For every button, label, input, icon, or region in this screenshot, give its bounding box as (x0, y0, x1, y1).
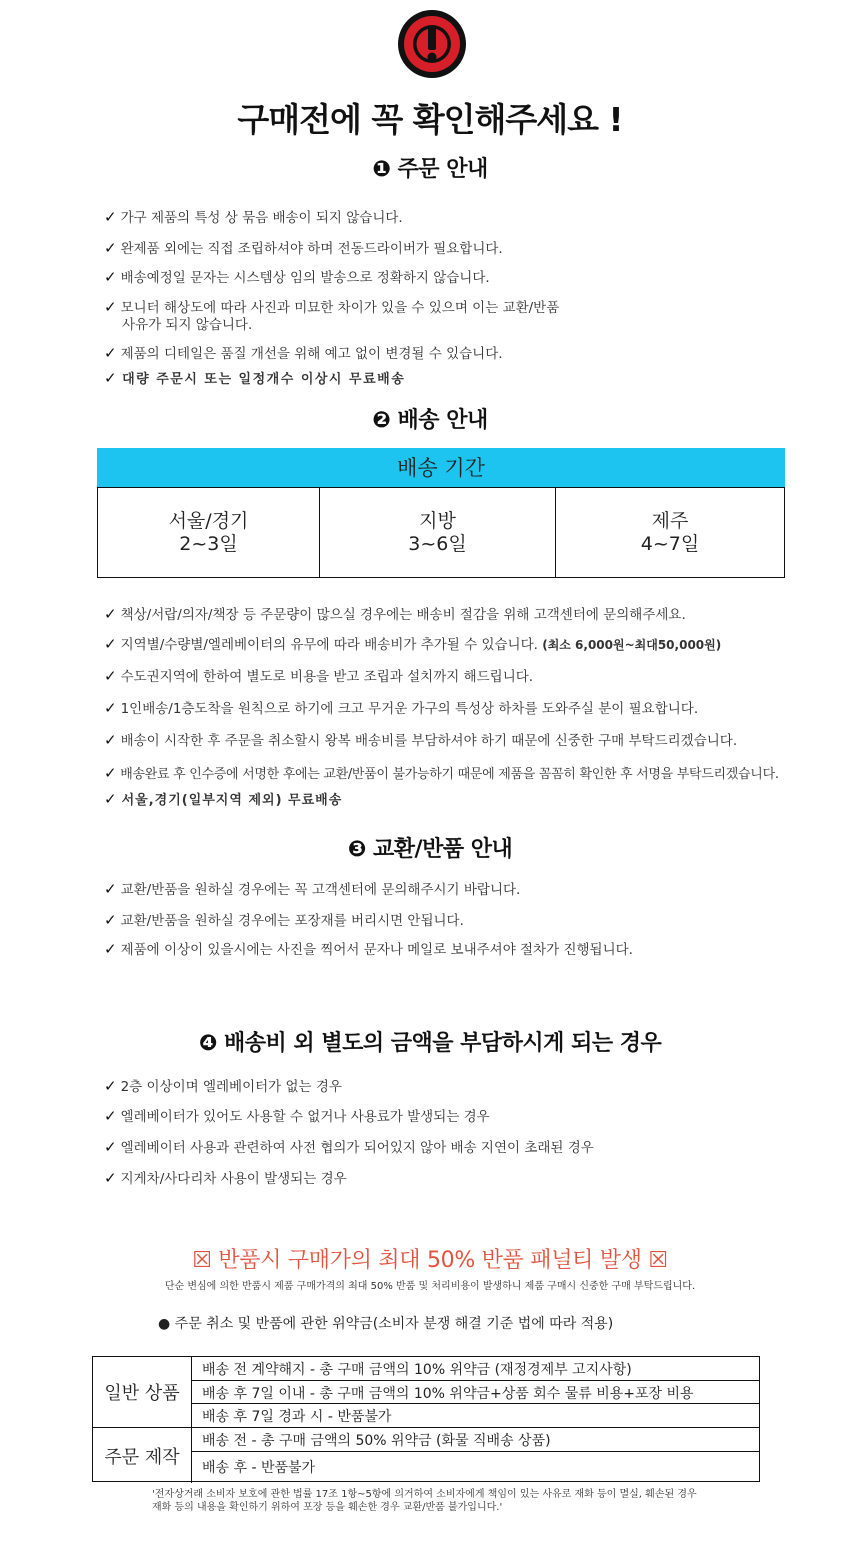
legal-footnote: '전자상거래 소비자 보호에 관한 법률 17조 1항~5항에 의거하여 소비자에게 책임이 있는 사유로 재화 등이 멸실, 훼손된 경우 재화 등의 내용을 확인하기 위하여 포장 등을 훼손한 경우 교환/반품 불가입니다.' (152, 1489, 697, 1513)
section-extra-cost-title: ❹ 배송비 외 별도의 금액을 부담하시게 되는 경우 (198, 1031, 662, 1056)
penalty-group-general (93, 1357, 759, 1427)
penalty-group-label: 주문 제작 (104, 1446, 180, 1468)
list-item: ✓ 1인배송/1층도착을 원칙으로 하기에 크고 무거운 가구의 특성상 하차를 도와주실 분이 필요합니다. (104, 699, 699, 717)
penalty-subtitle: 단순 변심에 의한 반품시 제품 구매가격의 최대 50% 반품 및 처리비용이 발생하니 제품 구매시 신중한 구매 부탁드립니다. (164, 1281, 696, 1292)
penalty-group-label: 일반 상품 (104, 1383, 180, 1404)
table-row: 배송 후 - 반품불가 (192, 1451, 759, 1482)
list-item: ✓ 2층 이상이며 엘레베이터가 없는 경우 (104, 1077, 342, 1095)
table-row: 배송 후 7일 경과 시 - 반품불가 (192, 1403, 759, 1427)
list-item: ✓ 가구 제품의 특성 상 묶음 배송이 되지 않습니다. (104, 208, 403, 226)
shipping-period-header: 배송 기간 (97, 448, 785, 488)
penalty-title: ☒ 반품시 구매가의 최대 50% 반품 패널티 발생 ☒ (192, 1248, 668, 1273)
list-item: ✓ 교환/반품을 원하실 경우에는 포장재를 버리시면 안됩니다. (104, 911, 464, 929)
list-item: ✓ 배송이 시작한 후 주문을 취소할시 왕복 배송비를 부담하셔야 하기 때문에 신중한 구매 부탁드리겠습니다. (104, 731, 738, 749)
list-item: ✓ 대량 주문시 또는 일정개수 이상시 무료배송 (104, 369, 406, 387)
list-item: ✓ 수도권지역에 한하여 별도로 비용을 받고 조립과 설치까지 해드립니다. (104, 667, 534, 685)
list-item: ✓ 모니터 해상도에 따라 사진과 미묘한 차이가 있을 수 있으며 이는 교환/반품 사유가 되지 않습니다. (104, 298, 560, 333)
region-cell-jeju: 제주 4~7일 (555, 488, 784, 577)
list-item: ✓ 제품에 이상이 있을시에는 사진을 찍어서 문자나 메일로 보내주셔야 절차가 진행됩니다. (104, 940, 633, 958)
table-row: 배송 후 7일 이내 - 총 구매 금액의 10% 위약금+상품 회수 물류 비용+포장 비용 (192, 1380, 759, 1404)
list-item: ✓ 완제품 외에는 직접 조립하셔야 하며 전동드라이버가 필요합니다. (104, 239, 503, 257)
exclamation-warning-icon (396, 8, 468, 80)
region-cell-seoul: 서울/경기 2~3일 (168, 509, 249, 555)
list-item: ✓ 책상/서랍/의자/책장 등 주문량이 많으실 경우에는 배송비 절감을 위해 고객센터에 문의해주세요. (104, 605, 686, 623)
table-row: 배송 전 계약해지 - 총 구매 금액의 10% 위약금 (재정경제부 고지사항) (202, 1362, 632, 1378)
penalty-table (92, 1356, 760, 1482)
shipping-period-table (97, 487, 785, 578)
list-item: ✓ 배송예정일 문자는 시스템상 임의 발송으로 정확하지 않습니다. (104, 268, 490, 286)
list-item: ✓ 엘레베이터 사용과 관련하여 사전 협의가 되어있지 않아 배송 지연이 초래된 경우 (104, 1138, 594, 1156)
list-item: ✓ 지게차/사다리차 사용이 발생되는 경우 (104, 1169, 347, 1187)
list-item: ✓ 교환/반품을 원하실 경우에는 꼭 고객센터에 문의해주시기 바랍니다. (104, 880, 521, 898)
list-item: ✓ 제품의 디테일은 품질 개선을 위해 예고 없이 변경될 수 있습니다. (104, 344, 503, 362)
section-order-title: ❶ 주문 안내 (372, 157, 488, 182)
list-item: ✓ 배송완료 후 인수증에 서명한 후에는 교환/반품이 불가능하기 때문에 제품을 꼼꼼히 확인한 후 서명을 부탁드리겠습니다. (104, 764, 779, 782)
table-row: 배송 전 - 총 구매 금액의 50% 위약금 (화물 직배송 상품) (202, 1433, 551, 1449)
page-title: 구매전에 꼭 확인해주세요 ! (237, 100, 623, 139)
section-shipping-title: ❷ 배송 안내 (372, 408, 488, 433)
region-cell-province: 지방 3~6일 (319, 488, 555, 577)
list-item: ✓ 지역별/수량별/엘레베이터의 유무에 따라 배송비가 추가될 수 있습니다. (최소 6,000원~최대50,000원) (104, 635, 722, 653)
list-item: ✓ 서울,경기(일부지역 제외) 무료배송 (104, 790, 343, 808)
list-item: ✓ 엘레베이터가 있어도 사용할 수 없거나 사용료가 발생되는 경우 (104, 1107, 490, 1125)
penalty-bullet: ● 주문 취소 및 반품에 관한 위약금(소비자 분쟁 해결 기준 법에 따라 적용) (158, 1316, 614, 1332)
penalty-group-custom (93, 1427, 759, 1483)
section-exchange-title: ❸ 교환/반품 안내 (347, 837, 513, 862)
